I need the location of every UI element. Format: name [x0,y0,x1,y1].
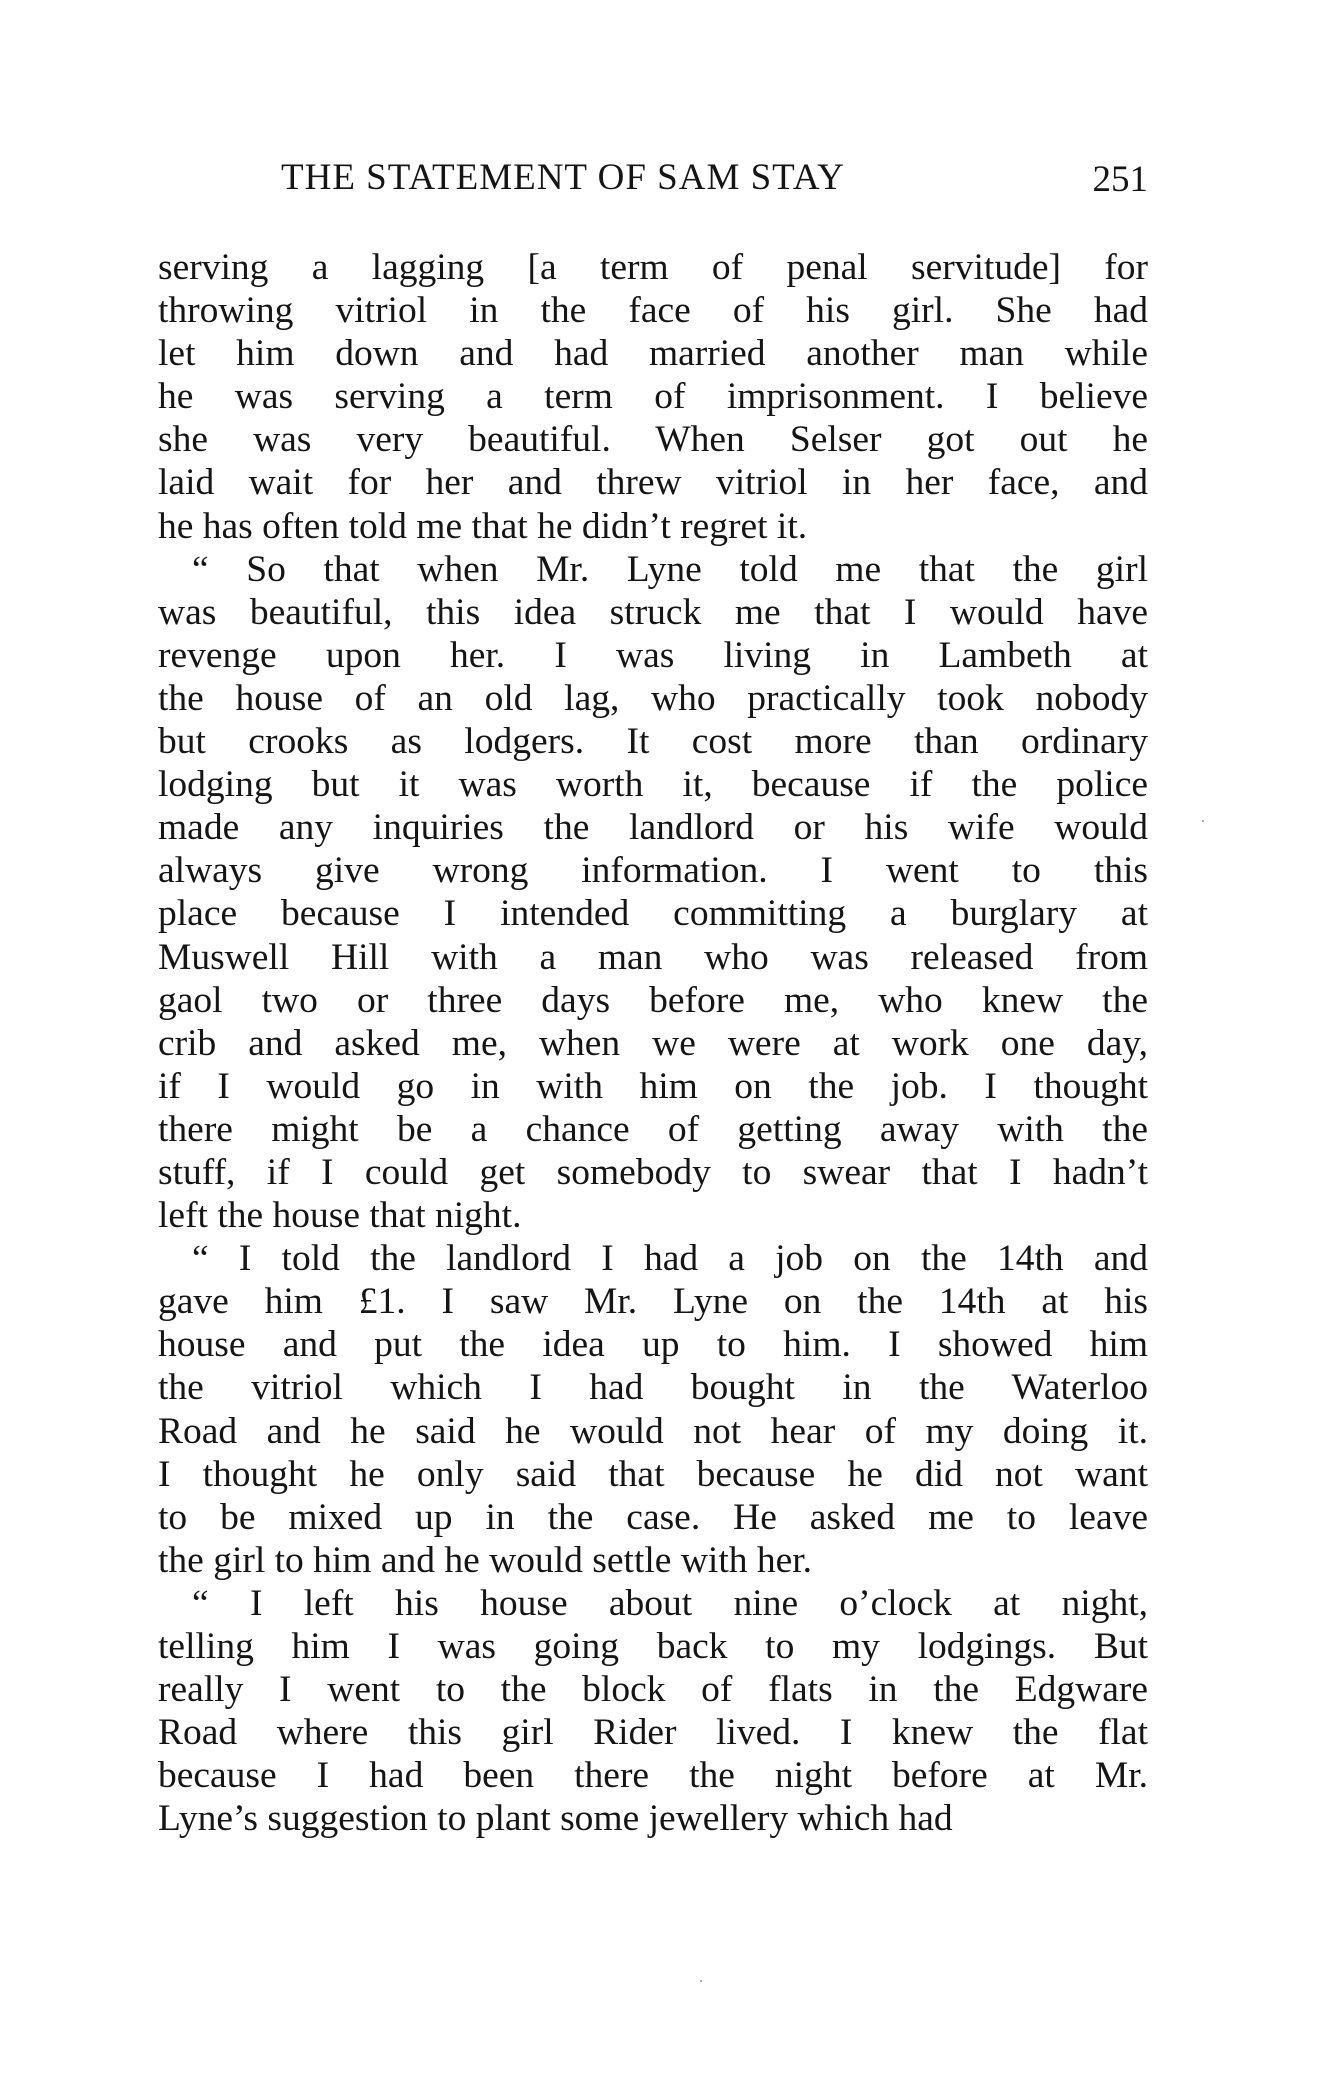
text-line: Muswell Hill with a man who was released from [158,936,1148,978]
text-line: Road and he said he would not hear of my doing it. [158,1410,1148,1452]
running-title: THE STATEMENT OF SAM STAY [281,157,845,198]
text-line: Lyne’s suggestion to plant some jewellery which had [158,1798,953,1840]
text-line: he has often told me that he didn’t regret it. [158,505,808,547]
text-line: lodging but it was worth it, because if the police [158,764,1148,806]
text-line: to be mixed up in the case. He asked me to leave [158,1496,1148,1538]
text-line: the vitriol which I had bought in the Waterloo [158,1367,1148,1409]
page-number: 251 [1092,159,1148,200]
text-line: Road where this girl Rider lived. I knew the flat [158,1712,1148,1754]
text-line: “ I left his house about nine o’clock at night, [192,1582,1148,1624]
body-text [158,246,1148,1840]
text-line: there might be a chance of getting away with the [158,1108,1148,1150]
text-line: left the house that night. [158,1195,522,1237]
text-line: because I had been there the night before at Mr. [158,1755,1148,1797]
paragraph [158,548,1148,1238]
paragraph [158,246,1148,548]
text-line: but crooks as lodgers. It cost more than ordinary [158,721,1148,763]
text-line: laid wait for her and threw vitriol in her face, and [158,462,1148,504]
text-line: gave him £1. I saw Mr. Lyne on the 14th at his [158,1281,1148,1323]
text-line: “ I told the landlord I had a job on the 14th and [192,1238,1148,1280]
text-line: house and put the idea up to him. I showed him [158,1324,1148,1366]
running-head [158,152,1148,204]
text-line: the house of an old lag, who practically took nobody [158,677,1148,719]
text-line: I thought he only said that because he did not want [158,1453,1148,1495]
text-line: if I would go in with him on the job. I thought [158,1065,1148,1107]
scan-speck [1202,820,1204,822]
text-line: let him down and had married another man while [158,333,1148,375]
text-line: “ So that when Mr. Lyne told me that the girl [192,548,1148,590]
text-line: really I went to the block of flats in the Edgware [158,1669,1148,1711]
text-line: she was very beautiful. When Selser got out he [158,419,1148,461]
paragraph [158,1237,1148,1582]
text-line: made any inquiries the landlord or his wife would [158,807,1148,849]
text-line: revenge upon her. I was living in Lambeth at [158,634,1148,676]
text-line: stuff, if I could get somebody to swear that I hadn’t [158,1151,1148,1193]
text-line: gaol two or three days before me, who knew the [158,979,1148,1021]
text-line: was beautiful, this idea struck me that I would have [158,591,1148,633]
text-line: the girl to him and he would settle with her. [158,1539,813,1581]
text-line: throwing vitriol in the face of his girl. She had [158,290,1148,332]
text-line: always give wrong information. I went to this [158,850,1148,892]
text-line: serving a lagging [a term of penal servitude] for [158,247,1148,288]
text-line: telling him I was going back to my lodgings. But [158,1626,1148,1667]
text-line: he was serving a term of imprisonment. I believe [158,376,1148,418]
scan-speck [700,1980,702,1982]
text-line: crib and asked me, when we were at work one day, [158,1022,1148,1064]
text-line: place because I intended committing a burglary at [158,893,1148,935]
paragraph [158,1582,1148,1841]
